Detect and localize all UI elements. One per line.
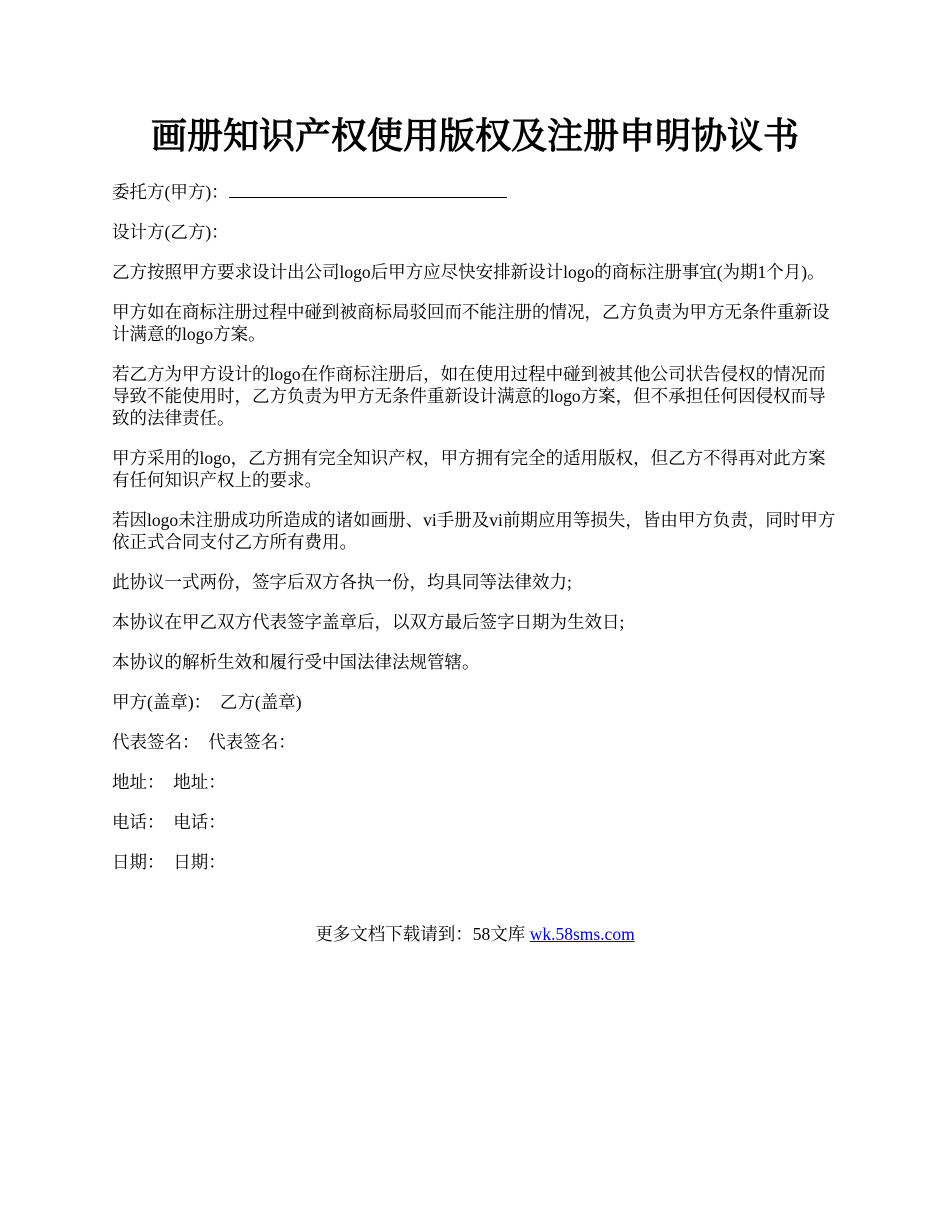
clause-paragraph: 本协议的解析生效和履行受中国法律法规管辖。 xyxy=(112,652,480,672)
document-body xyxy=(112,179,840,891)
party-a-line xyxy=(112,179,840,203)
signature-seal-line: 甲方(盖章)： 乙方(盖章) xyxy=(112,692,302,712)
document-title: 画册知识产权使用版权及注册申明协议书 xyxy=(150,116,799,156)
footer-download-note xyxy=(0,923,950,945)
clause-paragraph: 本协议在甲乙双方代表签字盖章后，以双方最后签字日期为生效日; xyxy=(112,612,625,632)
footer-site-link[interactable]: wk.58sms.com xyxy=(529,924,635,944)
party-b-line: 设计方(乙方)： xyxy=(112,222,229,242)
clause-paragraph: 此协议一式两份，签字后双方各执一份，均具同等法律效力; xyxy=(112,572,572,592)
clause-paragraph: 甲方如在商标注册过程中碰到被商标局驳回而不能注册的情况，乙方负责为甲方无条件重新设计满意的logo方案。 xyxy=(112,302,830,344)
clause-paragraph: 甲方采用的logo，乙方拥有完全知识产权，甲方拥有完全的适用版权，但乙方不得再对此方案有任何知识产权上的要求。 xyxy=(112,448,826,490)
signature-name-line: 代表签名： 代表签名： xyxy=(112,732,296,752)
party-a-blank xyxy=(229,179,507,198)
party-a-label: 委托方(甲方)： xyxy=(112,182,229,202)
footer-prefix: 更多文档下载请到：58文库 xyxy=(315,924,530,944)
signature-address-line: 地址： 地址： xyxy=(112,772,226,792)
clause-paragraph: 若乙方为甲方设计的logo在作商标注册后，如在使用过程中碰到被其他公司状告侵权的情况而导致不能使用时，乙方负责为甲方无条件重新设计满意的logo方案，但不承担任何因侵权而导致的法律责任。 xyxy=(112,364,826,428)
clause-paragraph: 乙方按照甲方要求设计出公司logo后甲方应尽快安排新设计logo的商标注册事宜(为期1个月)。 xyxy=(112,262,825,282)
signature-phone-line: 电话： 电话： xyxy=(112,812,226,832)
signature-date-line: 日期： 日期： xyxy=(112,852,226,872)
clause-paragraph: 若因logo未注册成功所造成的诸如画册、vi手册及vi前期应用等损失，皆由甲方负责，同时甲方依正式合同支付乙方所有费用。 xyxy=(112,510,836,552)
